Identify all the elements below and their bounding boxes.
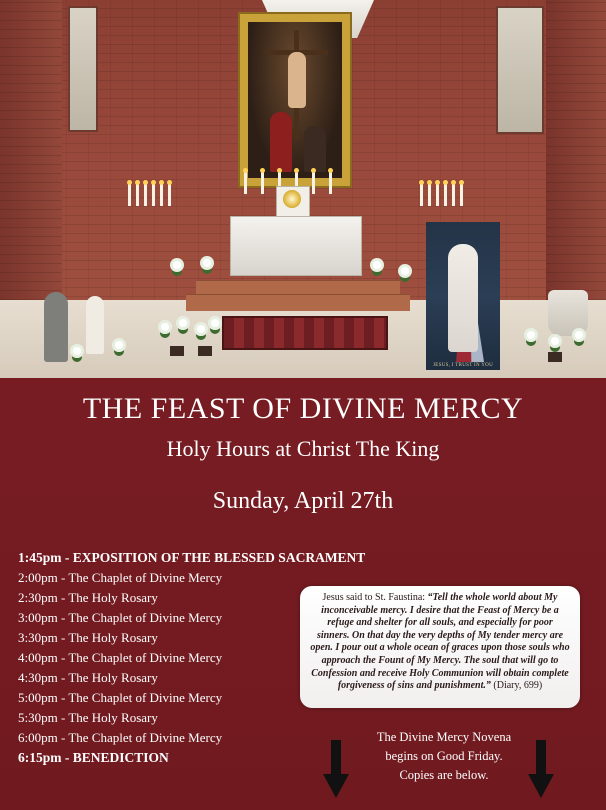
schedule-item: 1:45pm - EXPOSITION OF THE BLESSED SACRAMENT bbox=[18, 550, 366, 565]
quote-text: “Tell the whole world about My inconceivable mercy. I desire that the Feast of Mercy be a refuge and shelter for all souls, and especially for poor sinners. On that day the very depths of My tender mercy are open. I pour out a whole ocean of graces upon those souls who approach the Fount of My Mercy. The soul that will go to Confession and receive Holy Communion will obtain complete forgiveness of sins and punishment.” bbox=[310, 592, 570, 692]
crucifixion-painting bbox=[238, 12, 352, 188]
schedule-item: 4:30pm - The Holy Rosary bbox=[18, 670, 158, 685]
schedule-item: 5:00pm - The Chaplet of Divine Mercy bbox=[18, 690, 223, 705]
right-window bbox=[496, 6, 544, 134]
schedule-item: 3:00pm - The Chaplet of Divine Mercy bbox=[18, 610, 223, 625]
quote-intro: Jesus said to St. Faustina: bbox=[322, 592, 428, 603]
event-date: Sunday, April 27th bbox=[212, 488, 394, 514]
left-candelabra bbox=[128, 184, 171, 206]
schedule-item: 3:30pm - The Holy Rosary bbox=[18, 630, 158, 645]
right-candelabra bbox=[420, 184, 463, 206]
schedule-item: 2:30pm - The Holy Rosary bbox=[18, 590, 158, 605]
arrow-down-icon bbox=[323, 740, 349, 798]
novena-note bbox=[346, 728, 542, 785]
schedule-item: 4:00pm - The Chaplet of Divine Mercy bbox=[18, 650, 223, 665]
schedule-item: 6:15pm - BENEDICTION bbox=[18, 750, 169, 765]
saint-statue bbox=[44, 292, 68, 362]
arrow-down-icon bbox=[528, 740, 554, 798]
church-sanctuary-photo bbox=[0, 0, 606, 378]
mary-statue bbox=[86, 296, 104, 354]
quote-citation: (Diary, 699) bbox=[490, 680, 543, 692]
page-title: THE FEAST OF DIVINE MERCY bbox=[82, 392, 524, 425]
left-pillar bbox=[0, 0, 62, 300]
schedule-item: 2:00pm - The Chaplet of Divine Mercy bbox=[18, 570, 223, 585]
page-subtitle: Holy Hours at Christ The King bbox=[166, 436, 440, 461]
faustina-quote-box bbox=[300, 586, 580, 708]
monstrance bbox=[283, 190, 301, 208]
novena-line: The Divine Mercy Novena bbox=[376, 730, 512, 744]
divine-mercy-image bbox=[426, 222, 500, 370]
altar bbox=[230, 216, 362, 276]
altar-step-upper bbox=[196, 280, 400, 295]
altar-step-lower bbox=[186, 294, 410, 311]
novena-line: begins on Good Friday. bbox=[385, 749, 503, 763]
schedule-item: 5:30pm - The Holy Rosary bbox=[18, 710, 158, 725]
rug bbox=[222, 316, 388, 350]
divine-mercy-caption: JESUS, I TRUST IN YOU bbox=[433, 363, 493, 368]
right-pillar bbox=[546, 0, 606, 300]
schedule-item: 6:00pm - The Chaplet of Divine Mercy bbox=[18, 730, 223, 745]
schedule-list bbox=[18, 548, 366, 768]
left-window bbox=[68, 6, 98, 132]
novena-line: Copies are below. bbox=[399, 768, 489, 782]
